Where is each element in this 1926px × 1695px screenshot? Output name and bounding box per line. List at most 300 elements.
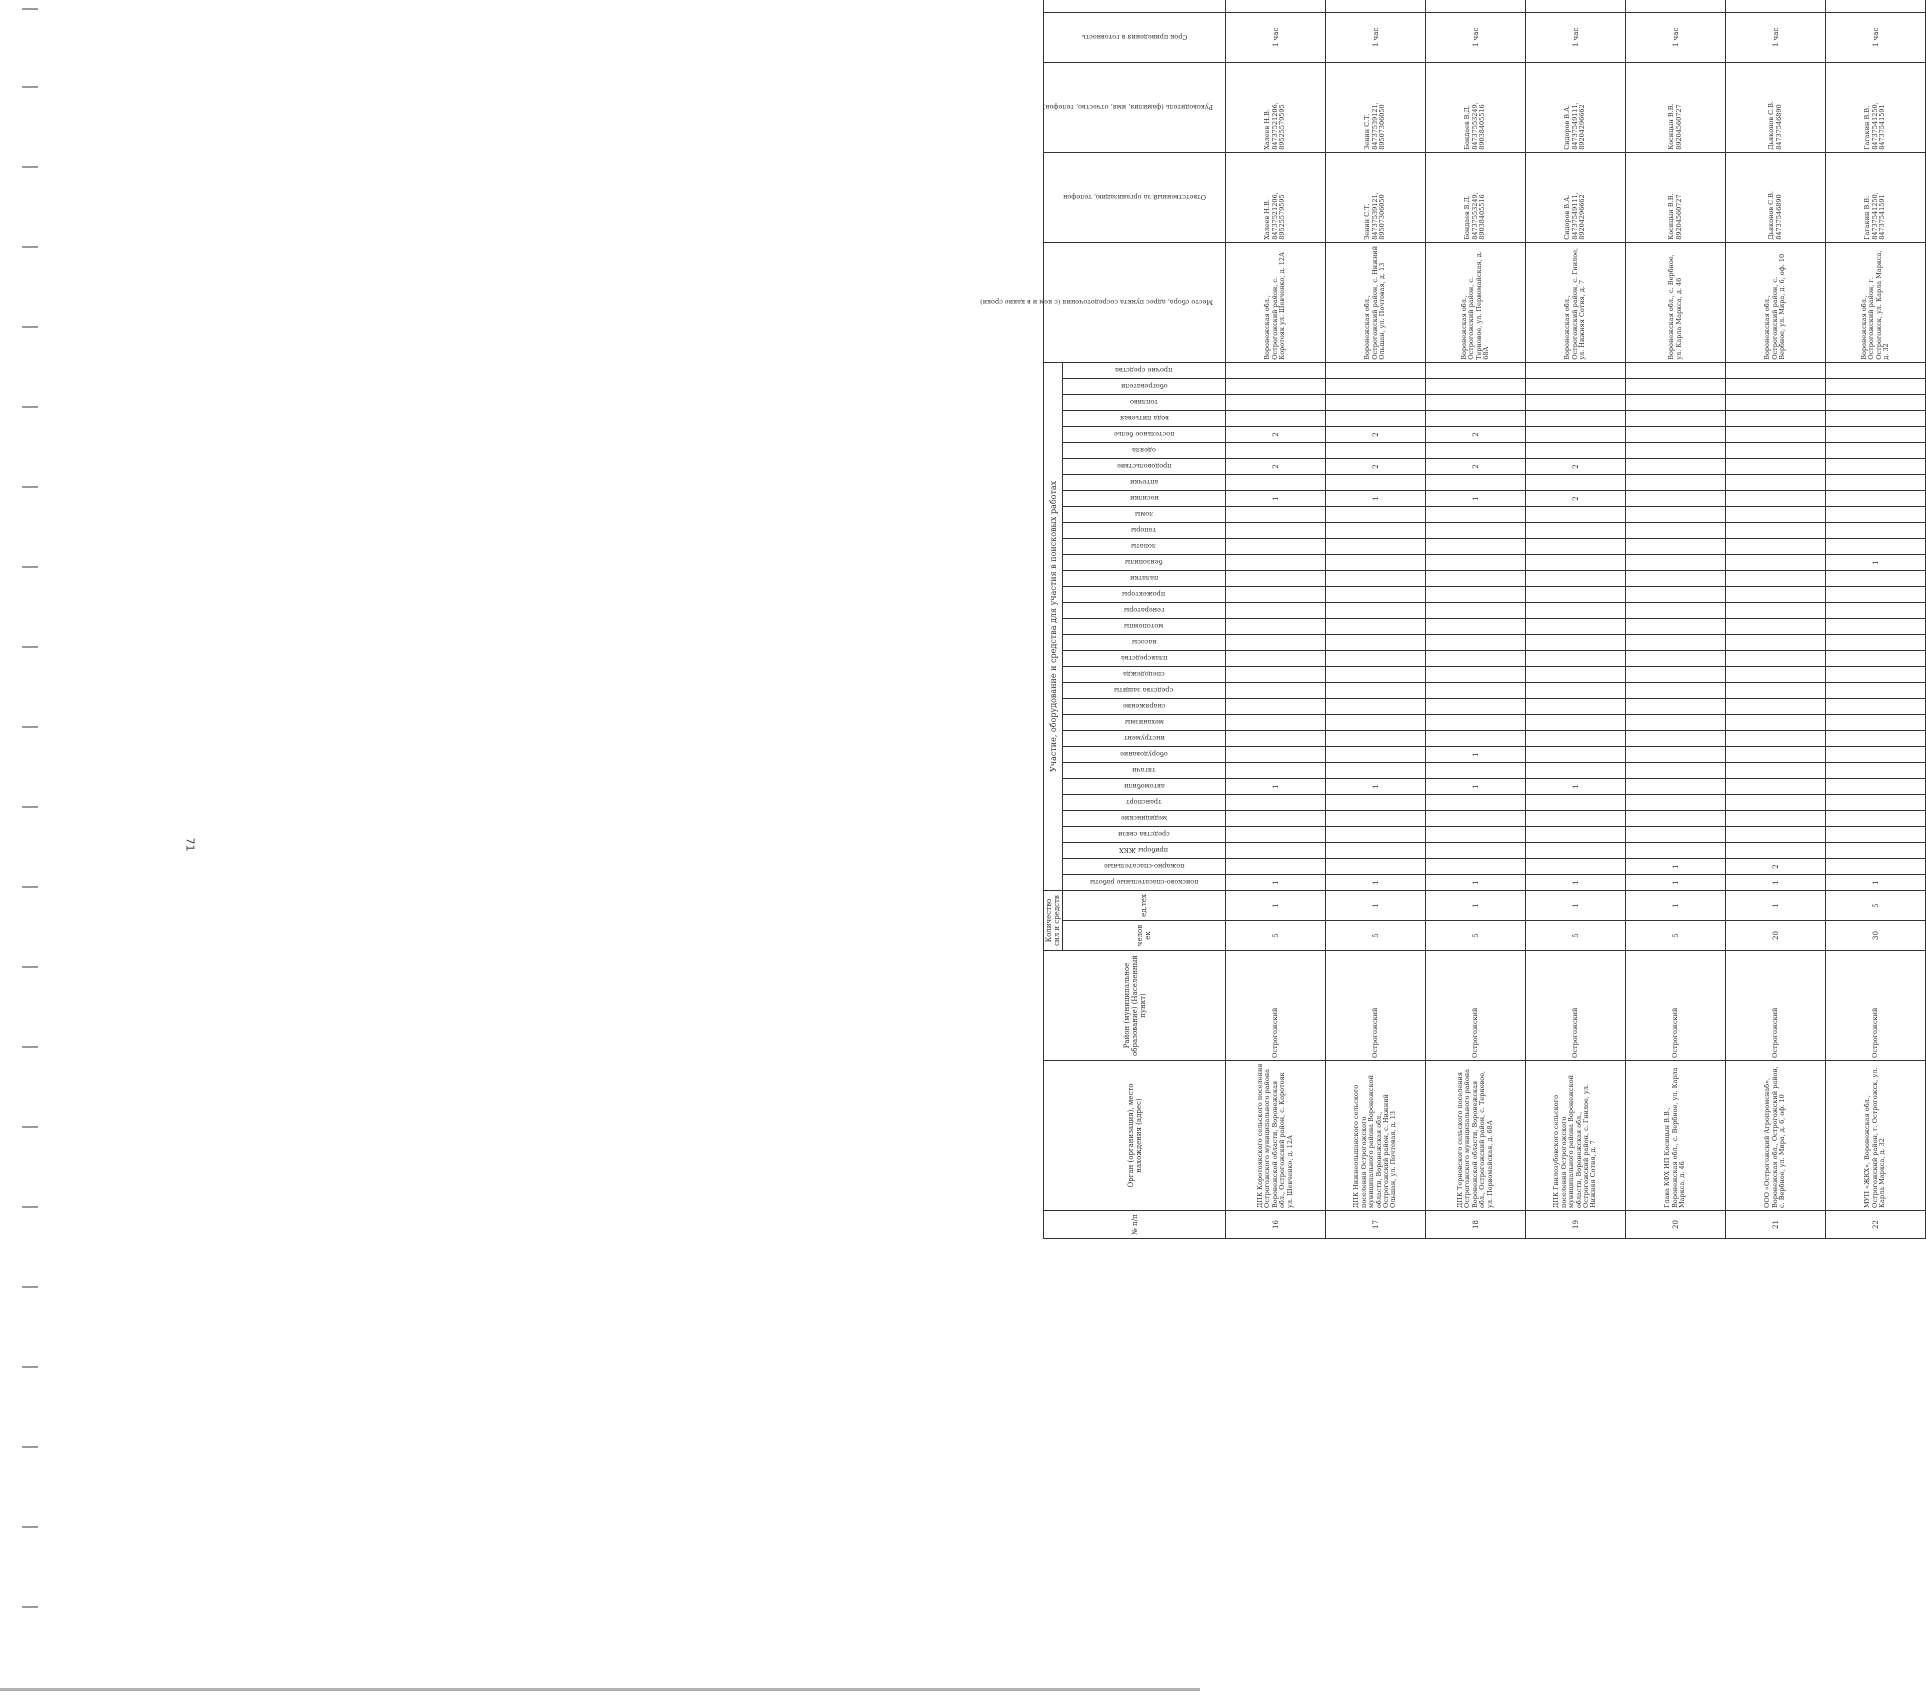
cell-task-mark xyxy=(1726,555,1826,571)
edge-tick xyxy=(22,566,38,568)
cell-task-mark xyxy=(1626,603,1726,619)
cell-task-mark xyxy=(1226,443,1326,459)
header-task-col: автомобили xyxy=(1063,779,1226,795)
cell-task-mark xyxy=(1726,411,1826,427)
cell-task-mark: 1 xyxy=(1626,859,1726,875)
cell-task-mark xyxy=(1326,555,1426,571)
cell-task-mark xyxy=(1626,539,1726,555)
cell-task-mark xyxy=(1726,523,1826,539)
cell-task-mark xyxy=(1726,683,1826,699)
cell-task-mark xyxy=(1726,491,1826,507)
cell-no: 17 xyxy=(1326,1211,1426,1239)
cell-district: Острогожский xyxy=(1726,951,1826,1061)
cell-task-mark xyxy=(1226,795,1326,811)
cell-task-mark xyxy=(1226,843,1326,859)
cell-task-mark xyxy=(1226,379,1326,395)
cell-task-mark xyxy=(1226,619,1326,635)
cell-task-mark xyxy=(1626,731,1726,747)
cell-task-mark xyxy=(1826,379,1926,395)
cell-task-mark xyxy=(1526,603,1626,619)
cell-task-mark: 1 xyxy=(1426,747,1526,763)
cell-people: 5 xyxy=(1626,921,1726,951)
cell-time: 1 час xyxy=(1226,12,1326,62)
cell-task-mark xyxy=(1326,443,1426,459)
edge-tick xyxy=(22,806,38,808)
header-col-district: Район (муниципальное образование) (Населенный пункт) xyxy=(1044,951,1226,1061)
cell-district: Острогожский xyxy=(1426,951,1526,1061)
cell-task-mark xyxy=(1726,395,1826,411)
cell-task-mark xyxy=(1826,811,1926,827)
cell-task-mark xyxy=(1226,699,1326,715)
cell-task-mark xyxy=(1326,747,1426,763)
cell-task-mark xyxy=(1526,843,1626,859)
cell-task-mark xyxy=(1426,539,1526,555)
cell-task-mark xyxy=(1626,795,1726,811)
cell-task-mark xyxy=(1526,763,1626,779)
cell-task-mark xyxy=(1626,427,1726,443)
cell-task-mark xyxy=(1226,362,1326,378)
edge-tick xyxy=(22,646,38,648)
cell-task-mark xyxy=(1726,427,1826,443)
header-task-col: палатки xyxy=(1063,571,1226,587)
cell-task-mark xyxy=(1826,635,1926,651)
cell-task-mark xyxy=(1426,699,1526,715)
cell-task-mark xyxy=(1626,619,1726,635)
cell-task-mark xyxy=(1426,811,1526,827)
cell-task-mark xyxy=(1626,507,1726,523)
header-task-col: плавсредства xyxy=(1063,651,1226,667)
cell-duty: Дьяконов С.В. 84737546890 xyxy=(1726,152,1826,242)
cell-task-mark: 1 xyxy=(1326,875,1426,891)
cell-task-mark xyxy=(1526,747,1626,763)
cell-task-mark xyxy=(1326,571,1426,587)
cell-task-mark xyxy=(1526,571,1626,587)
cell-head: Косицын В.В. 89204560727 xyxy=(1626,62,1726,152)
cell-org: ДПК Нижнеольшанского сельского поселения Острогожского муниципального района Воронежской области, Воронежская обл., Острогожский район, с. Нижний Ольшан, ул. Почтовая, д. 13 xyxy=(1326,1061,1426,1211)
edge-tick xyxy=(22,1606,38,1608)
cell-people: 30 xyxy=(1826,921,1926,951)
cell-task-mark xyxy=(1426,475,1526,491)
cell-task-mark: 1 xyxy=(1526,779,1626,795)
cell-task-mark xyxy=(1726,539,1826,555)
header-col-org: Орган (организация), место нахождения (адрес) xyxy=(1044,1061,1226,1211)
cell-addr: Воронежская обл., с. Вербное, ул. Карла Маркса, д. 46 xyxy=(1626,242,1726,362)
cell-head: Зенин С.Т. 84737539121, 89507306050 xyxy=(1326,62,1426,152)
cell-task-mark xyxy=(1826,491,1926,507)
edge-tick xyxy=(22,1446,38,1448)
cell-time: 1 час xyxy=(1526,12,1626,62)
cell-org: ДПК Гнилозубовского сельского поселения Острогожского муниципального района Воронежской области, Воронежская обл., Острогожский район, с. Гнилое, ул. Нижняя Сотня, д. 7 xyxy=(1526,1061,1626,1211)
cell-task-mark xyxy=(1226,587,1326,603)
header-task-col: медицинские xyxy=(1063,811,1226,827)
header-col-addr: Место сбора, адрес пункта сосредоточения (с кем и в какие сроки) xyxy=(1044,242,1226,362)
cell-task-mark xyxy=(1226,539,1326,555)
cell-task-mark xyxy=(1826,859,1926,875)
edge-tick xyxy=(22,966,38,968)
cell-task-mark xyxy=(1326,859,1426,875)
cell-people: 5 xyxy=(1326,921,1426,951)
cell-task-mark xyxy=(1226,555,1326,571)
cell-task-mark: 2 xyxy=(1226,459,1326,475)
cell-task-mark xyxy=(1426,843,1526,859)
cell-addr: Воронежская обл., Острогожский район, с. Коротояк ул. Шевченко, д. 12А xyxy=(1226,242,1326,362)
cell-task-mark xyxy=(1526,427,1626,443)
cell-task-mark xyxy=(1626,747,1726,763)
cell-head: Сидоров В.А. 84737549111, 89204296662 xyxy=(1526,62,1626,152)
header-task-col: топоры xyxy=(1063,523,1226,539)
cell-task-mark xyxy=(1226,731,1326,747)
header-task-col: пожарно-спасательные xyxy=(1063,859,1226,875)
cell-duty: Сидоров В.А. 84737549111, 89204296662 xyxy=(1526,152,1626,242)
cell-task-mark xyxy=(1626,699,1726,715)
header-task-col: лопаты xyxy=(1063,539,1226,555)
cell-task-mark xyxy=(1826,443,1926,459)
cell-task-mark xyxy=(1326,603,1426,619)
cell-task-mark xyxy=(1826,603,1926,619)
header-task-col: средства защиты xyxy=(1063,683,1226,699)
cell-task-mark xyxy=(1226,715,1326,731)
table-row xyxy=(1526,0,1626,1239)
cell-task-mark xyxy=(1426,571,1526,587)
table-header-row-1 xyxy=(1044,0,1063,1239)
cell-task-mark xyxy=(1426,651,1526,667)
cell-people: 5 xyxy=(1226,921,1326,951)
cell-task-mark xyxy=(1726,459,1826,475)
cell-task-mark xyxy=(1726,811,1826,827)
cell-people: 5 xyxy=(1526,921,1626,951)
cell-task-mark xyxy=(1426,683,1526,699)
edge-tick xyxy=(22,86,38,88)
cell-task-mark xyxy=(1826,523,1926,539)
cell-task-mark xyxy=(1826,507,1926,523)
edge-tick xyxy=(22,1046,38,1048)
cell-units: 1 xyxy=(1326,891,1426,921)
cell-task-mark xyxy=(1326,731,1426,747)
cell-task-mark: 1 xyxy=(1426,491,1526,507)
page-number: 71 xyxy=(183,837,197,852)
header-col-units: ед.тех xyxy=(1063,891,1226,921)
cell-task-mark xyxy=(1426,715,1526,731)
cell-task-mark xyxy=(1426,859,1526,875)
edge-tick xyxy=(22,406,38,408)
cell-task-mark xyxy=(1626,715,1726,731)
cell-task-mark xyxy=(1826,715,1926,731)
cell-head: Гагакин В.В. 84737541250, 84737541591 xyxy=(1826,62,1926,152)
cell-org: ДПК Коротоякского сельского поселения Острогожского муниципального района Воронежской области, Воронежская обл., Острогожский район, с. Коротояк ул. Шевченко, д. 12А xyxy=(1226,1061,1326,1211)
header-task-col: приборы ЖКХ xyxy=(1063,843,1226,859)
table-body xyxy=(1226,0,1926,1239)
cell-task-mark xyxy=(1426,523,1526,539)
cell-task-mark xyxy=(1726,475,1826,491)
cell-task-mark xyxy=(1826,827,1926,843)
cell-no: 20 xyxy=(1626,1211,1726,1239)
table-row xyxy=(1626,0,1726,1239)
cell-task-mark xyxy=(1426,411,1526,427)
cell-task-mark xyxy=(1626,491,1726,507)
cell-task-mark xyxy=(1726,587,1826,603)
cell-task-mark xyxy=(1526,859,1626,875)
edge-tick xyxy=(22,1366,38,1368)
cell-units: 1 xyxy=(1626,891,1726,921)
table-row xyxy=(1726,0,1826,1239)
cell-task-mark: 2 xyxy=(1726,859,1826,875)
cell-task-mark xyxy=(1726,763,1826,779)
edge-tick xyxy=(22,246,38,248)
cell-units: 1 xyxy=(1226,891,1326,921)
cell-task-mark xyxy=(1326,715,1426,731)
cell-task-mark: 1 xyxy=(1226,779,1326,795)
cell-task-mark xyxy=(1326,827,1426,843)
cell-district: Острогожский xyxy=(1626,951,1726,1061)
cell-task-mark xyxy=(1626,395,1726,411)
cell-task-mark xyxy=(1426,555,1526,571)
cell-people: 5 xyxy=(1426,921,1526,951)
cell-task-mark xyxy=(1626,571,1726,587)
header-task-col: снаряжение xyxy=(1063,699,1226,715)
cell-task-mark: 2 xyxy=(1326,459,1426,475)
header-task-col: генераторы xyxy=(1063,603,1226,619)
cell-task-mark xyxy=(1426,635,1526,651)
cell-task-mark xyxy=(1626,443,1726,459)
cell-task-mark xyxy=(1526,731,1626,747)
edge-tick xyxy=(22,1126,38,1128)
cell-task-mark xyxy=(1726,779,1826,795)
cell-task-mark: 1 xyxy=(1826,555,1926,571)
header-task-col: прочие средства xyxy=(1063,362,1226,378)
cell-task-mark xyxy=(1526,827,1626,843)
header-task-col: прожекторы xyxy=(1063,587,1226,603)
cell-task-mark xyxy=(1726,699,1826,715)
cell-head: Бондаев В.Д. 84737553249, 89038405516 xyxy=(1426,62,1526,152)
cell-addr: Воронежская обл., Острогожский район, г. Острогожск, ул. Карла Маркса, д. 32 xyxy=(1826,242,1926,362)
cell-task-mark xyxy=(1226,411,1326,427)
cell-task-mark xyxy=(1526,555,1626,571)
header-task-col: бензопилы xyxy=(1063,555,1226,571)
header-col-people: человек xyxy=(1063,921,1226,951)
cell-task-mark xyxy=(1626,843,1726,859)
header-task-col: поисково-спасательные работы xyxy=(1063,875,1226,891)
cell-task-mark xyxy=(1826,362,1926,378)
cell-no: 18 xyxy=(1426,1211,1526,1239)
cell-task-mark xyxy=(1726,619,1826,635)
edge-tick xyxy=(22,166,38,168)
cell-task-mark xyxy=(1826,747,1926,763)
cell-task-mark xyxy=(1826,667,1926,683)
cell-task-mark xyxy=(1526,651,1626,667)
cell-task-mark xyxy=(1326,651,1426,667)
forces-registry-table xyxy=(979,0,1926,1239)
cell-task-mark xyxy=(1326,699,1426,715)
cell-duty: Зенин С.Т. 84737539121, 89507306050 xyxy=(1326,152,1426,242)
cell-task-mark xyxy=(1526,443,1626,459)
cell-task-mark xyxy=(1226,827,1326,843)
cell-task-mark xyxy=(1826,411,1926,427)
cell-task-mark: 1 xyxy=(1626,875,1726,891)
cell-org: ООО «Острогожский Агропромснаб», Воронежская обл., Острогожский район, с. Вербное, ул. Мира, д. 6, оф. 10 xyxy=(1726,1061,1826,1211)
cell-task-mark xyxy=(1626,667,1726,683)
cell-head: Халеев Н.В. 84737521206, 89525579595 xyxy=(1226,62,1326,152)
cell-duty: Косицын В.В. 89204560727 xyxy=(1626,152,1726,242)
cell-task-mark xyxy=(1626,811,1726,827)
cell-task-mark xyxy=(1526,475,1626,491)
cell-agreement xyxy=(1726,0,1826,12)
cell-task-mark xyxy=(1226,763,1326,779)
cell-task-mark xyxy=(1426,667,1526,683)
cell-task-mark xyxy=(1326,667,1426,683)
cell-task-mark xyxy=(1726,379,1826,395)
cell-task-mark xyxy=(1526,667,1626,683)
cell-task-mark xyxy=(1626,651,1726,667)
cell-task-mark xyxy=(1826,731,1926,747)
header-task-col: носилки xyxy=(1063,491,1226,507)
cell-task-mark xyxy=(1426,587,1526,603)
cell-task-mark xyxy=(1726,795,1826,811)
header-task-col: насосы xyxy=(1063,635,1226,651)
cell-time: 1 час xyxy=(1426,12,1526,62)
cell-task-mark xyxy=(1826,571,1926,587)
header-count-group: Количество сил и средств xyxy=(1044,891,1063,951)
cell-task-mark xyxy=(1826,427,1926,443)
cell-task-mark xyxy=(1326,395,1426,411)
cell-task-mark xyxy=(1726,843,1826,859)
cell-task-mark xyxy=(1226,507,1326,523)
cell-task-mark xyxy=(1426,603,1526,619)
cell-task-mark: 1 xyxy=(1726,875,1826,891)
cell-task-mark xyxy=(1726,443,1826,459)
cell-task-mark xyxy=(1526,635,1626,651)
cell-task-mark: 1 xyxy=(1326,779,1426,795)
cell-units: 1 xyxy=(1726,891,1826,921)
cell-duty: Халеев Н.В. 84737521206, 89525579595 xyxy=(1226,152,1326,242)
header-col-agreement xyxy=(1044,0,1226,12)
cell-task-mark xyxy=(1226,811,1326,827)
table-row xyxy=(1326,0,1426,1239)
edge-tick xyxy=(22,886,38,888)
cell-time: 1 час xyxy=(1826,12,1926,62)
cell-org: ДПК Терновского сельского поселения Острогожского муниципального района Воронежской области, Воронежская обл., Острогожский район, с. Терновое, ул. Первомайская, д. 68А xyxy=(1426,1061,1526,1211)
cell-task-mark xyxy=(1626,411,1726,427)
cell-task-mark xyxy=(1526,379,1626,395)
table-row xyxy=(1426,0,1526,1239)
header-task-col: вода питьевая xyxy=(1063,411,1226,427)
header-col-time: Срок приведения в готовность xyxy=(1044,12,1226,62)
cell-task-mark xyxy=(1626,763,1726,779)
header-task-col: мотопомпы xyxy=(1063,619,1226,635)
edge-tick xyxy=(22,1526,38,1528)
edge-tick xyxy=(22,1286,38,1288)
header-task-col: продовольствие xyxy=(1063,459,1226,475)
cell-district: Острогожский xyxy=(1226,951,1326,1061)
cell-task-mark: 2 xyxy=(1526,459,1626,475)
edge-tick xyxy=(22,726,38,728)
cell-task-mark xyxy=(1626,683,1726,699)
cell-no: 19 xyxy=(1526,1211,1626,1239)
cell-task-mark xyxy=(1826,587,1926,603)
cell-task-mark xyxy=(1726,603,1826,619)
cell-task-mark xyxy=(1826,779,1926,795)
table-row xyxy=(1226,0,1326,1239)
header-tasks-group: Участие, оборудование и средства для участия в поисковых работах xyxy=(1044,362,1063,890)
cell-org: Глава КФХ ИП Косицын В.В., Воронежская обл., с. Вербное, ул. Карла Маркса, д. 46 xyxy=(1626,1061,1726,1211)
cell-task-mark: 2 xyxy=(1426,459,1526,475)
cell-task-mark: 2 xyxy=(1326,427,1426,443)
cell-task-mark xyxy=(1226,667,1326,683)
cell-agreement xyxy=(1626,0,1726,12)
cell-task-mark xyxy=(1726,571,1826,587)
cell-task-mark xyxy=(1826,683,1926,699)
cell-task-mark: 1 xyxy=(1426,779,1526,795)
cell-agreement xyxy=(1826,0,1926,12)
cell-task-mark xyxy=(1226,523,1326,539)
cell-task-mark: 1 xyxy=(1826,875,1926,891)
cell-task-mark xyxy=(1626,555,1726,571)
cell-task-mark xyxy=(1226,475,1326,491)
cell-task-mark xyxy=(1526,362,1626,378)
cell-task-mark xyxy=(1326,523,1426,539)
header-col-no: № п/п xyxy=(1044,1211,1226,1239)
cell-time: 1 час xyxy=(1326,12,1426,62)
registry-page xyxy=(979,27,1890,1239)
cell-task-mark xyxy=(1326,362,1426,378)
header-task-col: инструмент xyxy=(1063,731,1226,747)
cell-task-mark xyxy=(1526,715,1626,731)
cell-duty: Гагакин В.В. 84737541250, 84737541591 xyxy=(1826,152,1926,242)
cell-task-mark xyxy=(1226,859,1326,875)
edge-tick xyxy=(22,8,38,10)
header-task-col: одеяла xyxy=(1063,443,1226,459)
cell-task-mark xyxy=(1526,699,1626,715)
cell-task-mark xyxy=(1426,443,1526,459)
header-task-col: транспорт xyxy=(1063,795,1226,811)
cell-task-mark xyxy=(1626,362,1726,378)
cell-no: 22 xyxy=(1826,1211,1926,1239)
cell-task-mark xyxy=(1526,683,1626,699)
cell-task-mark xyxy=(1626,779,1726,795)
header-task-col: средства связи xyxy=(1063,827,1226,843)
cell-task-mark xyxy=(1826,475,1926,491)
cell-task-mark: 1 xyxy=(1226,491,1326,507)
cell-task-mark xyxy=(1326,843,1426,859)
cell-task-mark xyxy=(1726,362,1826,378)
cell-task-mark xyxy=(1826,459,1926,475)
cell-task-mark xyxy=(1526,619,1626,635)
header-task-col: топливо xyxy=(1063,395,1226,411)
header-col-head: Руководитель (фамилия, имя, отчество, телефон) xyxy=(1044,62,1226,152)
cell-task-mark xyxy=(1726,715,1826,731)
cell-addr: Воронежская обл., Острогожский район, с. Вербное, ул. Мира, д. 6, оф. 10 xyxy=(1726,242,1826,362)
cell-task-mark xyxy=(1426,763,1526,779)
edge-tick xyxy=(22,486,38,488)
cell-task-mark: 1 xyxy=(1526,875,1626,891)
cell-task-mark xyxy=(1726,507,1826,523)
cell-task-mark xyxy=(1326,539,1426,555)
cell-agreement xyxy=(1326,0,1426,12)
cell-task-mark xyxy=(1326,411,1426,427)
cell-task-mark xyxy=(1526,539,1626,555)
cell-task-mark xyxy=(1726,651,1826,667)
cell-task-mark xyxy=(1626,523,1726,539)
cell-task-mark xyxy=(1826,539,1926,555)
cell-task-mark xyxy=(1726,635,1826,651)
cell-people: 20 xyxy=(1726,921,1826,951)
header-col-duty: Ответственный за организацию, телефон xyxy=(1044,152,1226,242)
cell-task-mark xyxy=(1526,795,1626,811)
cell-task-mark xyxy=(1826,763,1926,779)
cell-task-mark: 2 xyxy=(1526,491,1626,507)
cell-time: 1 час xyxy=(1626,12,1726,62)
cell-task-mark xyxy=(1426,795,1526,811)
cell-task-mark xyxy=(1326,635,1426,651)
